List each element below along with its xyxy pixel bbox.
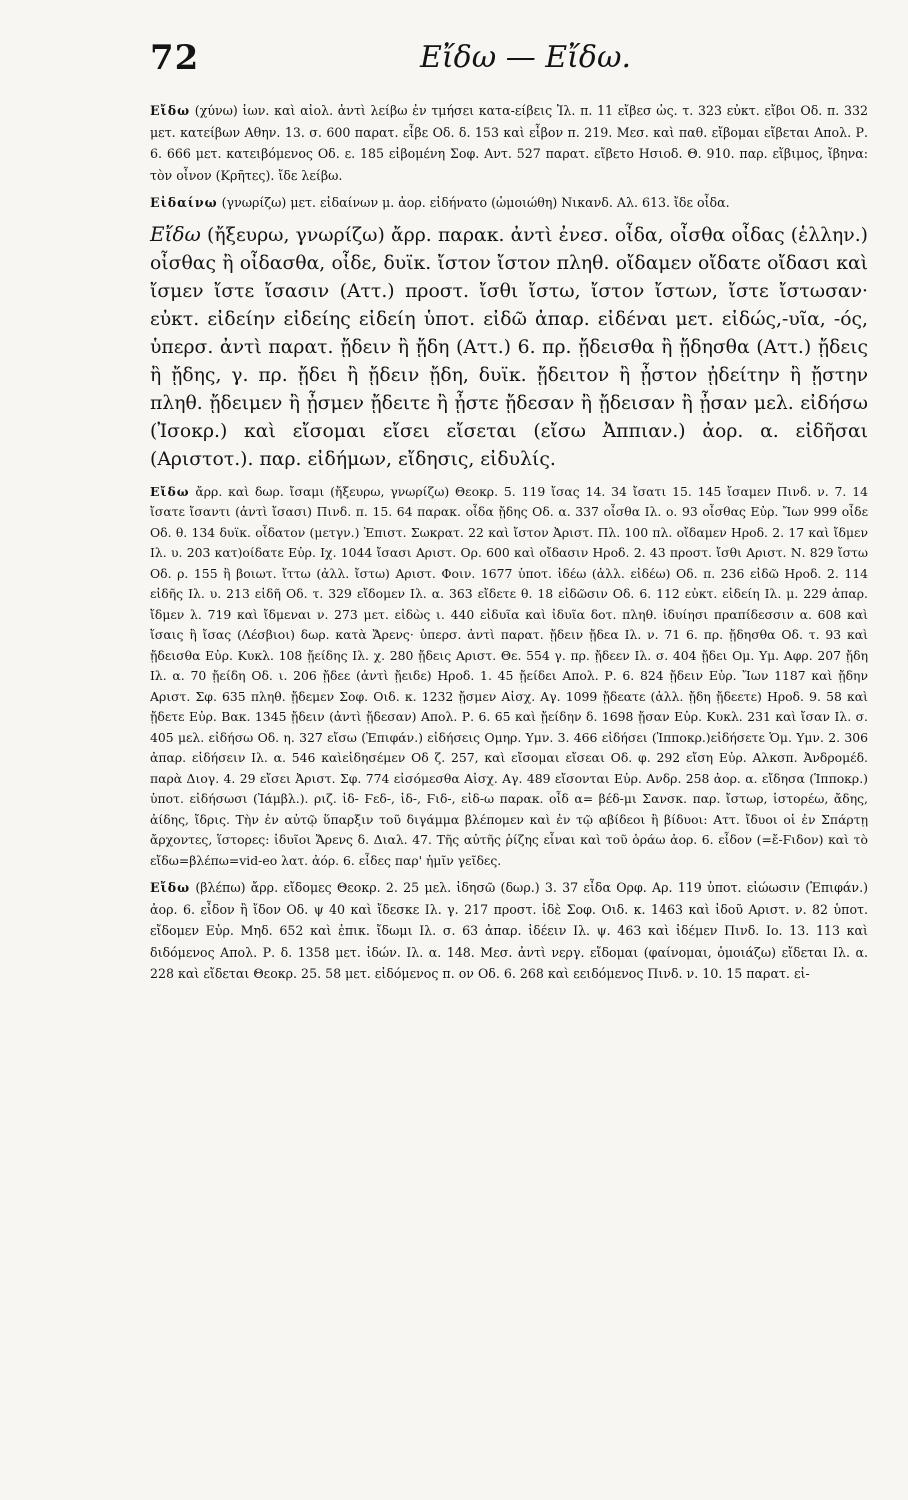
entry-eidaino [150,192,868,214]
entry-eibo [150,100,868,186]
entry-text: (ἤξευρω, γνωρίζω) ἄρρ. παρακ. ἀντὶ ἐνεσ. οἶδα, οἶσθα οἶδας (ἑλλην.) οἶσθας ἢ οἶδασθα, οἶδε, δυϊκ. ἴστον ἴστον πληθ. οἴδαμεν οἴδατε οἴδασι καὶ ἴσμεν ἴστε ἴσασιν (Αττ.) προστ. ἴσθι ἴστω, ἴστον ἴστων, ἴστε ἴστωσαν· εὐκτ. εἰδείην εἰδείης εἰδείη ὑποτ. εἰδῶ ἀπαρ. εἰδέναι μετ. εἰδώς,-υῖα, -ός, ὑπερσ. ἀντὶ παρατ. ᾔδειν ἢ ᾔδη (Αττ.) 6. πρ. ᾔδεισθα ἢ ᾔδησθα (Αττ.) ᾔδεις ἢ ᾔδης, γ. πρ. ᾔδει ἢ ᾔδειν ᾔδη, δυϊκ. ᾔδειτον ἢ ᾖστον ᾐδείτην ἢ ᾔστην πληθ. ᾔδειμεν ἢ ᾖσμεν ᾔδειτε ἢ ᾖστε ᾔδεσαν ἢ ᾔδεισαν ἢ ᾖσαν μελ. εἰδήσω (Ἰσοκρ.) καὶ εἴσομαι εἴσει εἴσεται (εἴσω Ἀππιαν.) ἀορ. α. εἰδῆσαι (Αριστοτ.). παρ. εἰδήμων, εἴδησις, εἰδυλίς. [150,224,868,470]
running-head: Εἴδω — Εἴδω. [420,40,631,75]
entry-lemma: Εἴδω [150,483,190,499]
entry-eido-dialect [150,482,868,872]
entry-lemma: Εἴδω [150,221,201,246]
entry-eido-see [150,877,868,985]
page-header [150,38,868,100]
entry-text: (βλέπω) ἄρρ. εἴδομες Θεοκρ. 2. 25 μελ. ἰδησῶ (δωρ.) 3. 37 εἶδα Ορφ. Αρ. 119 ὑποτ. εἰώωσιν (Ἐπιφάν.) ἀορ. 6. εἶδον ἢ ἴδον Οδ. ψ 40 καὶ ἴδεσκε Ιλ. γ. 217 προστ. ἰδὲ Σοφ. Οιδ. κ. 1463 καὶ ἰδοῦ Αριστ. ν. 82 ὑποτ. εἴδομεν Εὐρ. Μηδ. 652 καὶ ἐπικ. ἴδωμι Ιλ. σ. 63 ἀπαρ. ἰδέειν Ιλ. ψ. 463 καὶ ἰδέμεν Πινδ. Ιο. 13. 113 καὶ διδόμενος Απολ. Ρ. δ. 1358 μετ. ἰδών. Ιλ. α. 148. Μεσ. ἀντὶ νεργ. εἴδομαι (φαίνομαι, ὁμοιάζω) εἴδεται Ιλ. α. 228 καὶ εἴδεται Θεοκρ. 25. 58 μετ. εἰδόμενος π. ον Οδ. 6. 268 καὶ εειδόμενος Πινδ. ν. 10. 15 παρατ. εἰ- [150,880,868,981]
entry-text: (γνωρίζω) μετ. εἰδαίνων μ. ἀορ. εἰδήνατο (ὡμοιώθη) Νικανδ. Αλ. 613. ἴδε οἶδα. [221,195,730,210]
entry-lemma: Εἰδαίνω [150,195,218,210]
entry-text: (χύνω) ἰων. καὶ αἰολ. ἀντὶ λείβω ἐν τμήσει κατα-είβεις Ἰλ. π. 11 εἴβεσ ὡς. τ. 323 εὐκτ. εἴβοι Οδ. π. 332 μετ. κατείβων Αθην. 13. σ. 600 παρατ. εἶβε Οδ. δ. 153 καὶ εἶβον π. 219. Μεσ. καὶ παθ. εἴβομαι εἴβεται Απολ. Ρ. 6. 666 μετ. κατειβόμενος Οδ. ε. 185 εἰβομένη Σοφ. Αντ. 527 παρατ. εἴβετο Ησιοδ. Θ. 910. παρ. εἴβιμος, ἴβηνα: τὸν οἶνον (Κρῆτες). ἴδε λείβω. [150,103,868,183]
entry-lemma: Εἴδω [150,103,191,118]
entry-lemma: Εἴδω [150,880,191,895]
entry-eido-main [150,220,868,474]
page-number: 72 [150,38,200,78]
entry-text: ἄρρ. καὶ δωρ. ἴσαμι (ἤξευρω, γνωρίζω) Θεοκρ. 5. 119 ἴσας 14. 34 ἴσατι 15. 145 ἴσαμεν Πινδ. ν. 7. 14 ἴσατε ἴσαντι (ἀντὶ ἴσασι) Πινδ. π. 15. 64 παρακ. οἶδα ᾔδης Οδ. α. 337 οἶσθα Ιλ. ο. 93 οἶσθας Εὐρ. Ἴων 999 οἶδε Οδ. θ. 134 δυϊκ. οἶδατον (μετγν.) Ἐπιστ. Σωκρατ. 22 καὶ ἴστον Ἀριστ. Πλ. 100 πλ. οἴδαμεν Ηροδ. 2. 17 καὶ ἴδμεν Ιλ. υ. 203 κατ)οίδατε Εὐρ. Ιχ. 1044 ἴσασι Αριστ. Ορ. 600 καὶ οἴδασιν Ηροδ. 2. 43 προστ. ἴσθι Αριστ. Ν. 829 ἴστω Οδ. ρ. 155 ἢ βοιωτ. ἴττω (ἀλλ. ἴστω) Αριστ. Φοιν. 1677 ὑποτ. ἰδέω (ἀλλ. εἰδέω) Οδ. π. 236 εἰδῶ Ηροδ. 2. 114 εἰδῆς Ιλ. υ. 213 εἰδῆ Οδ. τ. 329 εἴδομεν Ιλ. α. 363 εἴδετε θ. 18 εἰδῶσιν Οδ. 6. 112 εὐκτ. εἰδείη Ιλ. μ. 229 ἀπαρ. ἴδμεν λ. 719 καὶ ἴδμεναι ν. 273 μετ. εἰδὼς ι. 440 εἰδυῖα καὶ ἰδυῖα δοτ. πληθ. ἰδυίησι πραπίδεσσιν α. 608 καὶ ἴσαις ἢ ἴσας (Λέσβιοι) δωρ. κατὰ Ἄρενς· ὑπερσ. ἀντὶ παρατ. ᾔδειν ᾔδεα Ιλ. ν. 71 6. πρ. ᾔδησθα Οδ. τ. 93 καὶ ᾔδεισθα Εὐρ. Κυκλ. 108 ᾔείδης Ιλ. χ. 280 ᾔδεις Αριστ. Θε. 554 γ. πρ. ᾔδεεν Ιλ. σ. 404 ᾔδει Ομ. Υμ. Αφρ. 207 ᾔδη Ιλ. α. 70 ᾔείδη Οδ. ι. 206 ᾔδεε (ἀντὶ ᾔειδε) Ηροδ. 1. 45 ᾔείδει Απολ. Ρ. 6. 824 ᾔδειν Εὐρ. Ἴων 1187 καὶ ᾔδην Αριστ. Σφ. 635 πληθ. ᾔδεμεν Σοφ. Οιδ. κ. 1232 ᾔσμεν Αἰσχ. Αγ. 1099 ᾔδεατε (ἀλλ. ᾔδη ᾔδεετε) Ηροδ. 9. 58 καὶ ᾔδετε Εὐρ. Βακ. 1345 ᾔδειν (ἀντὶ ᾔδεσαν) Απολ. Ρ. 6. 65 καὶ ᾔείδην δ. 1698 ᾔσαν Εὐρ. Κυκλ. 231 καὶ ἴσαν Ιλ. σ. 405 μελ. εἰδήσω Οδ. η. 327 εἴσω (Ἐπιφάν.) εἰδήσεις Ομηρ. Υμν. 3. 466 εἰδήσει (Ἱπποκρ.)εἰδήσετε Ὁμ. Υμν. 2. 306 ἀπαρ. εἰδήσειν Ιλ. α. 546 καὶεἰδησέμεν Οδ ζ. 257, καὶ εἴσομαι εἴσεαι Οδ. φ. 292 εἴση Εὐρ. Αλκσπ. Ἀνδρομέδ. παρὰ Διογ. 4. 29 εἴσει Ἀριστ. Σφ. 774 εἰσόμεσθα Αἰσχ. Αγ. 489 εἴσονται Εὐρ. Ανδρ. 258 ἀορ. α. εἴδησα (Ἱπποκρ.) ὑποτ. εἰδήσωσι (Ἰάμβλ.). ριζ. ἰδ- Ϝεδ-, ἰδ-, Ϝιδ-, εἰδ-ω παρακ. οἶδ α= βέδ-μι Σανσκ. παρ. ἴστωρ, ἱστορέω, ἄδης, ἀίδης, ἴδρις. Τὴν ἐν αὐτῷ ὕπαρξιν τοῦ διγάμμα βλέπομεν καὶ ἐν τῷ αβίδεοι ἢ βίδυοι: Αττ. ἴδυοι οἱ ἐν Σπάρτῃ ἄρχοντες, ἵστορες: ἰδυῖοι Ἄρενς δ. Διαλ. 47. Τῆς αὐτῆς ῥίζης εἶναι καὶ τοῦ ὁράω ἀορ. 6. εἶδον (=ἔ-Ϝιδον) καὶ τὸ εἴδω=βλέπω=vid-eo λατ. ἀόρ. 6. εἶδες παρ' ἡμῖν γεῖδες. [150,483,868,868]
